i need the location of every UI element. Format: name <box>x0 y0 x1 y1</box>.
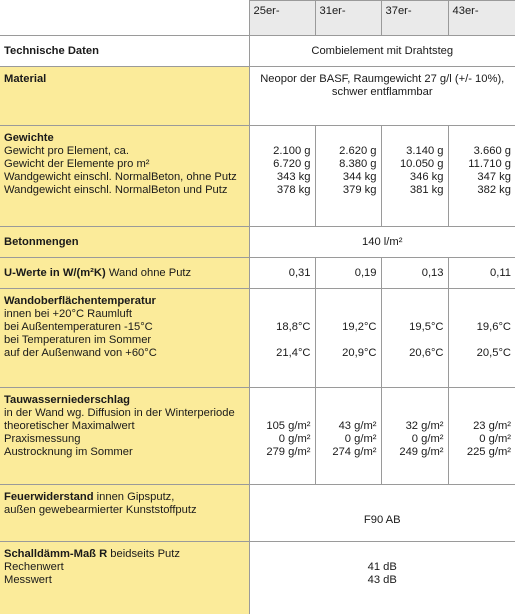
uwerte-suffix: Wand ohne Putz <box>106 267 191 279</box>
column-header-31: 31er- <box>315 1 381 36</box>
wandtemp-25: 18,8°C 21,4°C <box>249 289 315 388</box>
feuer-value: F90 AB <box>249 485 515 542</box>
wandtemp-37: 19,5°C 20,6°C <box>381 289 448 388</box>
table-title: Technische Daten <box>0 36 249 67</box>
material-value-line1: Neopor der BASF, Raumgewicht 27 g/l (+/- 10%), <box>254 73 512 86</box>
gewichte-31: 2.620 g 8.380 g 344 kg 379 kg <box>315 126 381 227</box>
column-header-37: 37er- <box>381 1 448 36</box>
tauwasser-25: 105 g/m² 0 g/m² 279 g/m² <box>249 388 315 485</box>
column-header-25: 25er- <box>249 1 315 36</box>
gewichte-label: Wandgewicht einschl. NormalBeton, ohne Putz <box>4 171 245 184</box>
uwerte-title: U-Werte in W/(m²K) <box>4 267 106 279</box>
tauwasser-43: 23 g/m² 0 g/m² 225 g/m² <box>448 388 515 485</box>
column-header-row <box>0 1 515 36</box>
wandtemp-title: Wandoberflächentemperatur <box>4 295 245 308</box>
wandtemp-row <box>0 289 515 388</box>
feuer-title: Feuerwiderstand <box>4 491 94 503</box>
uwerte-label-cell <box>0 258 249 289</box>
gewichte-label: Gewicht der Elemente pro m² <box>4 158 245 171</box>
schall-values <box>249 542 515 614</box>
wandtemp-31: 19,2°C 20,9°C <box>315 289 381 388</box>
feuer-suffix: innen Gipsputz, <box>94 491 175 503</box>
uwert-25: 0,31 <box>249 258 315 289</box>
uwert-37: 0,13 <box>381 258 448 289</box>
uwert-31: 0,19 <box>315 258 381 289</box>
wandtemp-43: 19,6°C 20,5°C <box>448 289 515 388</box>
element-type: Combielement mit Drahtsteg <box>249 36 515 67</box>
tauwasser-title: Tauwasserniederschlag <box>4 394 245 407</box>
beton-title: Betonmengen <box>0 227 249 258</box>
beton-value: 140 l/m² <box>249 227 515 258</box>
uwerte-row <box>0 258 515 289</box>
material-value-line2: schwer entflammbar <box>254 86 512 99</box>
beton-row <box>0 227 515 258</box>
schall-rechenwert: 41 dB <box>254 561 512 574</box>
gewichte-25: 2.100 g 6.720 g 343 kg 378 kg <box>249 126 315 227</box>
gewichte-row <box>0 126 515 227</box>
feuer-label-cell <box>0 485 249 542</box>
tauwasser-31: 43 g/m² 0 g/m² 274 g/m² <box>315 388 381 485</box>
tauwasser-row <box>0 388 515 485</box>
column-header-43: 43er- <box>448 1 515 36</box>
feuer-row <box>0 485 515 542</box>
gewichte-label: Wandgewicht einschl. NormalBeton und Putz <box>4 184 245 197</box>
gewichte-label-cell <box>0 126 249 227</box>
empty-corner <box>0 1 249 36</box>
title-row <box>0 36 515 67</box>
tauwasser-label-cell: Tauwasserniederschlag in der Wand wg. Diffusion in der Winterperiode theoretischer Maximalwert Praxismessung Austrocknung im Sommer <box>0 388 249 485</box>
wandtemp-label-cell: Wandoberflächentemperatur innen bei +20°C Raumluft bei Außentemperaturen -15°C bei Temperaturen im Sommer auf der Außenwand von +60°C <box>0 289 249 388</box>
gewichte-label: Gewicht pro Element, ca. <box>4 145 245 158</box>
uwert-43: 0,11 <box>448 258 515 289</box>
gewichte-43: 3.660 g 11.710 g 347 kg 382 kg <box>448 126 515 227</box>
schall-suffix: beidseits Putz <box>107 548 180 560</box>
material-title: Material <box>0 67 249 126</box>
schall-label-cell: Schalldämm-Maß R beidseits Putz Rechenwert Messwert <box>0 542 249 614</box>
tauwasser-37: 32 g/m² 0 g/m² 249 g/m² <box>381 388 448 485</box>
schall-row <box>0 542 515 614</box>
material-row <box>0 67 515 126</box>
gewichte-title: Gewichte <box>4 132 245 145</box>
material-value <box>249 67 515 126</box>
gewichte-37: 3.140 g 10.050 g 346 kg 381 kg <box>381 126 448 227</box>
feuer-line2: außen gewebearmierter Kunststoffputz <box>4 504 245 517</box>
schall-title: Schalldämm-Maß R <box>4 548 107 560</box>
schall-messwert: 43 dB <box>254 574 512 587</box>
